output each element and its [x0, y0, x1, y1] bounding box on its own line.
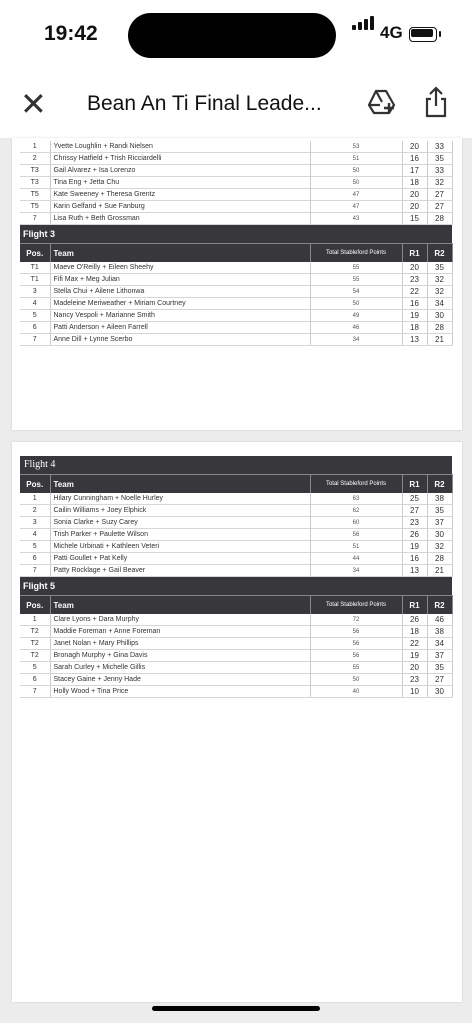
row-r2: 28 — [427, 213, 452, 225]
row-r1: 22 — [402, 638, 427, 650]
table-row — [20, 201, 452, 213]
dynamic-island — [128, 13, 336, 58]
row-total-points: 43 — [310, 213, 402, 225]
table-row — [20, 505, 452, 517]
col-r1: R1 — [402, 244, 427, 263]
row-r1: 16 — [402, 298, 427, 310]
row-r2: 37 — [427, 650, 452, 662]
row-position: 4 — [20, 529, 50, 541]
row-team: Chrissy Hatfield + Trish Ricciardelli — [50, 153, 310, 165]
table-row — [20, 553, 452, 565]
table-row — [20, 529, 452, 541]
row-team: Fifi Max + Meg Julian — [50, 274, 310, 286]
row-team: Tina Eng + Jetta Chu — [50, 177, 310, 189]
row-total-points: 56 — [310, 529, 402, 541]
row-r1: 18 — [402, 322, 427, 334]
row-r2: 35 — [427, 153, 452, 165]
row-total-points: 56 — [310, 650, 402, 662]
row-team: Holly Wood + Tina Price — [50, 686, 310, 698]
table-row — [20, 614, 452, 626]
row-total-points: 44 — [310, 553, 402, 565]
row-r1: 13 — [402, 334, 427, 346]
table-row — [20, 686, 452, 698]
row-total-points: 51 — [310, 541, 402, 553]
row-r1: 19 — [402, 310, 427, 322]
row-r1: 23 — [402, 517, 427, 529]
row-team: Patti Goullet + Pat Kelly — [50, 553, 310, 565]
row-r1: 27 — [402, 505, 427, 517]
table-row — [20, 626, 452, 638]
row-position: 3 — [20, 517, 50, 529]
row-total-points: 34 — [310, 565, 402, 577]
row-r1: 20 — [402, 141, 427, 153]
col-team: Team — [50, 596, 310, 615]
row-position: T3 — [20, 177, 50, 189]
row-position: 1 — [20, 614, 50, 626]
row-position: 7 — [20, 334, 50, 346]
flight-5-title-row — [20, 577, 452, 596]
table-row — [20, 262, 452, 274]
table-row — [20, 674, 452, 686]
row-r1: 20 — [402, 662, 427, 674]
row-team: Madeleine Meriweather + Miriam Courtney — [50, 298, 310, 310]
table-row — [20, 177, 452, 189]
col-points: Total Stableford Points — [310, 244, 402, 263]
flight-4-title: Flight 4 — [20, 456, 452, 474]
table-row — [20, 310, 452, 322]
status-time: 19:42 — [44, 22, 98, 45]
row-total-points: 56 — [310, 638, 402, 650]
row-r1: 15 — [402, 213, 427, 225]
row-team: Yvette Loughlin + Randi Nielsen — [50, 141, 310, 153]
table-row — [20, 334, 452, 346]
row-total-points: 50 — [310, 674, 402, 686]
row-position: 7 — [20, 213, 50, 225]
row-total-points: 47 — [310, 201, 402, 213]
row-team: Maddie Foreman + Anne Foreman — [50, 626, 310, 638]
table-row — [20, 322, 452, 334]
row-position: T5 — [20, 189, 50, 201]
row-r2: 46 — [427, 614, 452, 626]
row-position: 4 — [20, 298, 50, 310]
col-points: Total Stableford Points — [310, 475, 402, 494]
row-position: 2 — [20, 505, 50, 517]
row-team: Cailin Williams + Joey Elphick — [50, 505, 310, 517]
row-position: T2 — [20, 638, 50, 650]
row-position: T1 — [20, 262, 50, 274]
row-team: Patti Anderson + Aileen Farrell — [50, 322, 310, 334]
row-r1: 20 — [402, 201, 427, 213]
row-r1: 10 — [402, 686, 427, 698]
table-row — [20, 493, 452, 505]
document-title: Bean An Ti Final Leade... — [87, 92, 322, 115]
flight-3-title-row — [20, 225, 452, 244]
row-position: 1 — [20, 493, 50, 505]
row-r1: 18 — [402, 626, 427, 638]
row-position: 6 — [20, 322, 50, 334]
row-total-points: 63 — [310, 493, 402, 505]
row-team: Kate Sweeney + Theresa Grentz — [50, 189, 310, 201]
row-team: Karin Gelfand + Sue Fanburg — [50, 201, 310, 213]
row-total-points: 49 — [310, 310, 402, 322]
row-position: T5 — [20, 201, 50, 213]
row-r2: 27 — [427, 201, 452, 213]
leaderboard-table-flight-4-5 — [20, 474, 453, 698]
row-team: Janet Nolan + Mary Phillips — [50, 638, 310, 650]
row-team: Michele Urbinati + Kathleen Veteri — [50, 541, 310, 553]
flight-4-column-headers — [20, 475, 452, 494]
row-r2: 28 — [427, 553, 452, 565]
row-r1: 26 — [402, 529, 427, 541]
row-total-points: 60 — [310, 517, 402, 529]
row-position: 5 — [20, 310, 50, 322]
row-r2: 21 — [427, 565, 452, 577]
row-position: 7 — [20, 686, 50, 698]
col-points: Total Stableford Points — [310, 596, 402, 615]
col-pos: Pos. — [20, 244, 50, 263]
row-r1: 13 — [402, 565, 427, 577]
row-total-points: 53 — [310, 141, 402, 153]
row-position: T1 — [20, 274, 50, 286]
row-team: Anne Dill + Lynne Scerbo — [50, 334, 310, 346]
row-position: 5 — [20, 662, 50, 674]
table-row — [20, 662, 452, 674]
status-bar — [0, 0, 472, 70]
row-team: Stella Chui + Ailene Lithonwa — [50, 286, 310, 298]
row-r2: 33 — [427, 141, 452, 153]
table-row — [20, 565, 452, 577]
col-r1: R1 — [402, 475, 427, 494]
row-position: 5 — [20, 541, 50, 553]
flight-3-column-headers — [20, 244, 452, 263]
table-row — [20, 189, 452, 201]
row-position: T3 — [20, 165, 50, 177]
close-icon[interactable]: ✕ — [20, 86, 47, 122]
col-r2: R2 — [427, 244, 452, 263]
row-r2: 34 — [427, 638, 452, 650]
row-r2: 34 — [427, 298, 452, 310]
col-pos: Pos. — [20, 475, 50, 494]
viewer-header — [0, 70, 472, 138]
row-r2: 27 — [427, 189, 452, 201]
table-row — [20, 165, 452, 177]
row-r1: 16 — [402, 153, 427, 165]
flight-5-column-headers — [20, 596, 452, 615]
col-r2: R2 — [427, 596, 452, 615]
row-total-points: 54 — [310, 286, 402, 298]
battery-icon — [409, 27, 437, 42]
row-team: Hilary Cunningham + Noelle Hurley — [50, 493, 310, 505]
row-team: Bronagh Murphy + Gina Davis — [50, 650, 310, 662]
table-row — [20, 213, 452, 225]
row-position: 7 — [20, 565, 50, 577]
table-row — [20, 650, 452, 662]
row-r2: 30 — [427, 686, 452, 698]
row-r1: 26 — [402, 614, 427, 626]
row-total-points: 62 — [310, 505, 402, 517]
col-r2: R2 — [427, 475, 452, 494]
row-r1: 18 — [402, 177, 427, 189]
row-total-points: 50 — [310, 298, 402, 310]
document-viewer[interactable] — [0, 138, 472, 1023]
row-r2: 28 — [427, 322, 452, 334]
col-r1: R1 — [402, 596, 427, 615]
row-total-points: 72 — [310, 614, 402, 626]
row-position: T2 — [20, 650, 50, 662]
row-total-points: 47 — [310, 189, 402, 201]
row-team: Clare Lyons + Dara Murphy — [50, 614, 310, 626]
col-team: Team — [50, 244, 310, 263]
row-r1: 20 — [402, 262, 427, 274]
row-r2: 27 — [427, 674, 452, 686]
row-r2: 30 — [427, 310, 452, 322]
row-total-points: 46 — [310, 322, 402, 334]
row-r2: 21 — [427, 334, 452, 346]
row-position: 1 — [20, 141, 50, 153]
row-r1: 22 — [402, 286, 427, 298]
row-r2: 35 — [427, 262, 452, 274]
row-r1: 23 — [402, 274, 427, 286]
row-total-points: 55 — [310, 274, 402, 286]
network-type: 4G — [380, 23, 403, 42]
row-r2: 32 — [427, 274, 452, 286]
row-total-points: 50 — [310, 165, 402, 177]
table-row — [20, 541, 452, 553]
flight-3-title: Flight 3 — [20, 225, 452, 244]
row-r2: 38 — [427, 626, 452, 638]
table-row — [20, 638, 452, 650]
document-page-1 — [12, 138, 462, 430]
row-position: 6 — [20, 553, 50, 565]
row-r2: 32 — [427, 286, 452, 298]
col-pos: Pos. — [20, 596, 50, 615]
table-row — [20, 286, 452, 298]
add-to-drive-icon[interactable] — [367, 88, 397, 116]
row-position: 2 — [20, 153, 50, 165]
leaderboard-table-flight-2-3 — [20, 141, 453, 346]
flight-5-title: Flight 5 — [20, 577, 452, 596]
row-team: Gail Alvarez + Isa Lorenzo — [50, 165, 310, 177]
row-position: T2 — [20, 626, 50, 638]
row-r1: 25 — [402, 493, 427, 505]
row-r2: 32 — [427, 541, 452, 553]
share-icon[interactable] — [424, 86, 448, 118]
row-r2: 32 — [427, 177, 452, 189]
row-position: 3 — [20, 286, 50, 298]
row-team: Trish Parker + Paulette Wilson — [50, 529, 310, 541]
table-row — [20, 298, 452, 310]
row-total-points: 40 — [310, 686, 402, 698]
row-r2: 35 — [427, 505, 452, 517]
row-r1: 17 — [402, 165, 427, 177]
row-r2: 30 — [427, 529, 452, 541]
table-row — [20, 141, 452, 153]
row-total-points: 55 — [310, 662, 402, 674]
row-total-points: 50 — [310, 177, 402, 189]
col-team: Team — [50, 475, 310, 494]
row-total-points: 34 — [310, 334, 402, 346]
row-r1: 20 — [402, 189, 427, 201]
row-r2: 35 — [427, 662, 452, 674]
row-r1: 19 — [402, 541, 427, 553]
row-position: 6 — [20, 674, 50, 686]
row-team: Sonia Clarke + Suzy Carey — [50, 517, 310, 529]
row-r1: 23 — [402, 674, 427, 686]
row-team: Lisa Ruth + Beth Grossman — [50, 213, 310, 225]
table-row — [20, 274, 452, 286]
row-team: Sarah Curley + Michelle Gillis — [50, 662, 310, 674]
row-team: Nancy Vespoli + Marianne Smith — [50, 310, 310, 322]
row-r2: 37 — [427, 517, 452, 529]
table-row — [20, 517, 452, 529]
home-indicator[interactable] — [152, 1006, 320, 1011]
row-total-points: 51 — [310, 153, 402, 165]
row-r2: 38 — [427, 493, 452, 505]
table-row — [20, 153, 452, 165]
document-page-2 — [12, 442, 462, 1002]
row-team: Stacey Gaine + Jenny Hade — [50, 674, 310, 686]
row-r1: 16 — [402, 553, 427, 565]
row-team: Maeve O'Reilly + Eileen Sheehy — [50, 262, 310, 274]
row-r1: 19 — [402, 650, 427, 662]
row-team: Patty Rocklage + Gail Beaver — [50, 565, 310, 577]
row-r2: 33 — [427, 165, 452, 177]
row-total-points: 55 — [310, 262, 402, 274]
row-total-points: 56 — [310, 626, 402, 638]
